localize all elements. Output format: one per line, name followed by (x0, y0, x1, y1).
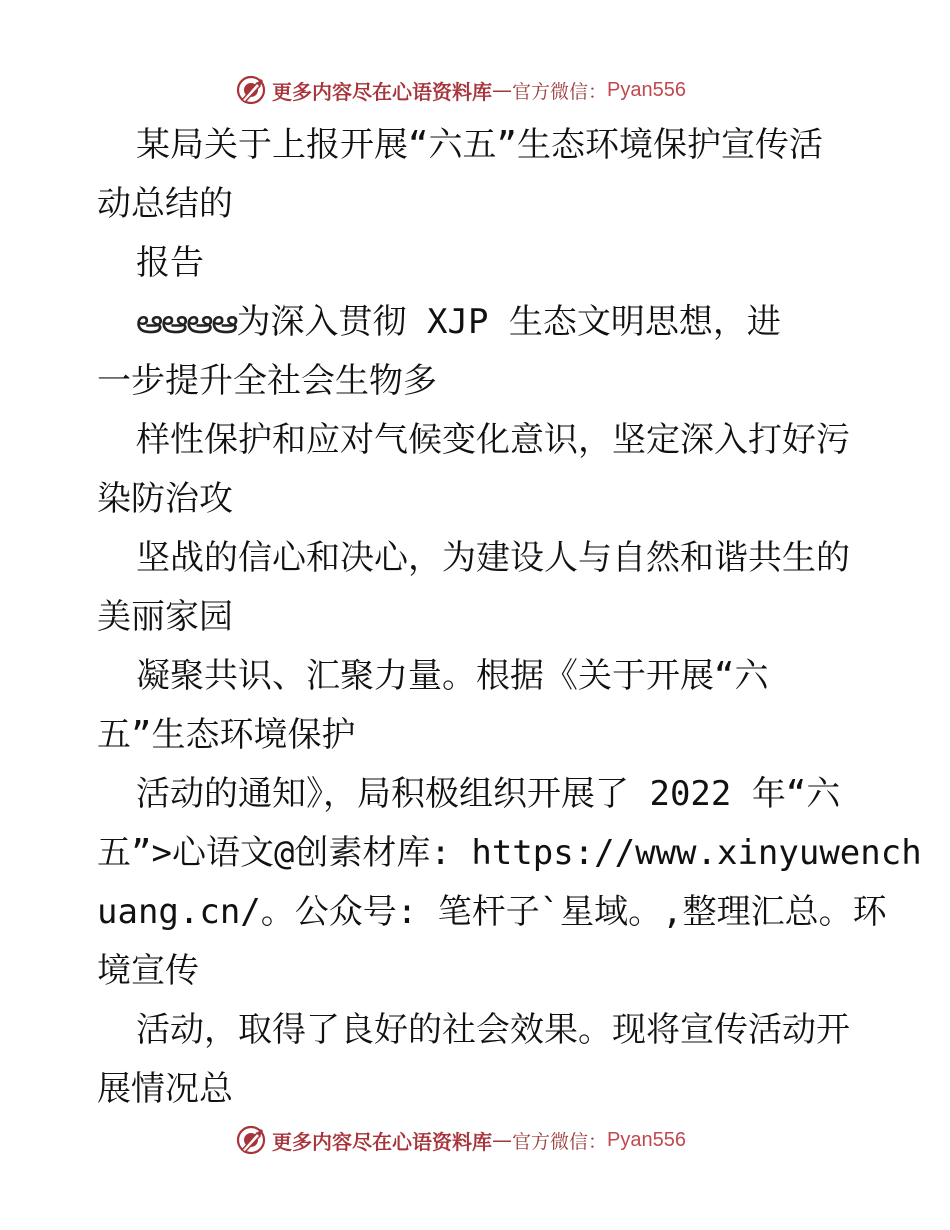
paragraph-line: 一步提升全社会生物多 (97, 361, 437, 401)
footer-banner[interactable] (236, 1122, 716, 1158)
title-line-3: 报告 (136, 243, 204, 283)
ornament-glyphs: ఆఆఆఆ (136, 302, 237, 342)
paragraph-line: 五”生态环境保护 (97, 715, 356, 755)
paragraph-line: 境宣传 (97, 951, 199, 991)
paragraph-line: 五”>心语文@创素材库: https://www.xinyuwench (97, 833, 922, 873)
paragraph-line: 活动的通知》，局积极组织开展了 2022 年“六 (136, 774, 841, 814)
paragraph-text: 为深入贯彻 XJP 生态文明思想，进 (236, 302, 781, 342)
banner-slogan: 更多内容尽在心语资料库 (272, 79, 492, 104)
banner-wechat-label: 官方微信： (512, 1130, 608, 1153)
document-body (97, 116, 922, 1119)
header-banner[interactable] (236, 72, 716, 108)
paragraph-line: 活动，取得了良好的社会效果。现将宣传活动开 (136, 1010, 850, 1050)
pen-logo-icon (236, 1125, 266, 1155)
pen-logo-icon (236, 75, 266, 105)
banner-separator: — (492, 78, 512, 102)
paragraph-line: 染防治攻 (97, 479, 233, 519)
paragraph-line (97, 293, 857, 352)
title-line-2: 动总结的 (97, 184, 233, 224)
banner-separator: — (492, 1128, 512, 1152)
paragraph-line: 展情况总 (97, 1069, 233, 1109)
banner-wechat-id: Pyan556 (607, 78, 686, 101)
paragraph-line: 凝聚共识、汇聚力量。根据《关于开展“六 (136, 656, 769, 696)
paragraph-line: 美丽家园 (97, 597, 233, 637)
banner-wechat-id: Pyan556 (607, 1128, 686, 1151)
title-line-1: 某局关于上报开展“六五”生态环境保护宣传活 (136, 125, 823, 165)
paragraph-line: 样性保护和应对气候变化意识，坚定深入打好污 (136, 420, 850, 460)
banner-wechat-label: 官方微信： (512, 80, 608, 103)
banner-slogan: 更多内容尽在心语资料库 (272, 1129, 492, 1154)
paragraph-line: 坚战的信心和决心，为建设人与自然和谐共生的 (136, 538, 850, 578)
paragraph-line: uang.cn/。公众号: 笔杆子`星域。,整理汇总。环 (97, 892, 887, 932)
